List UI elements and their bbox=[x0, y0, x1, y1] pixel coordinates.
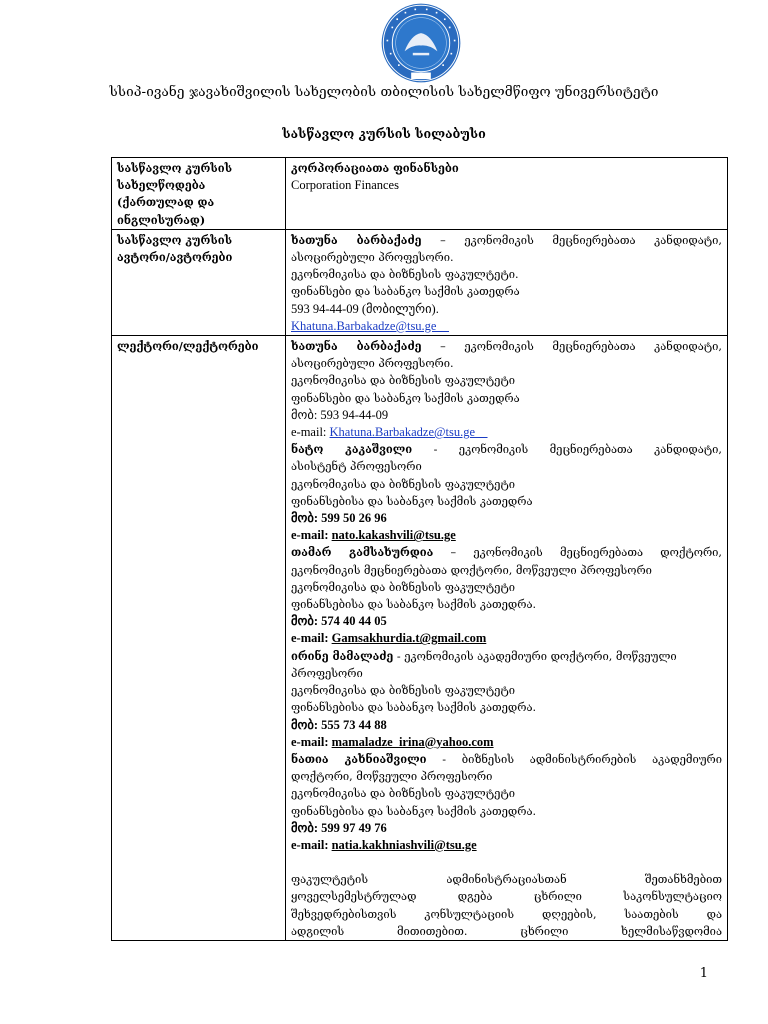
lecturer-entry: თამარ გამსახურდია – ეკონომიკის მეცნიერებათა დოქტორი, ეკონომიკის მეცნიერებათა დოქტორი, მოწვეული პროფესორი ეკონომიკისა და ბიზნესის ფაკულტეტი ფინანსებისა და საბანკო საქმის კათედრა. მობ: 574 40 44 05 e-mail: Gamsakhurdia.t@gmail.com bbox=[291, 545, 722, 646]
lecturer-email-link[interactable]: natia.kakhniashvili@tsu.ge bbox=[331, 837, 477, 852]
university-seal-logo bbox=[380, 2, 462, 84]
authors-row bbox=[112, 229, 728, 335]
course-name-english: Corporation Finances bbox=[291, 178, 399, 193]
lecturer-name: ნათია კახნიაშვილი bbox=[291, 751, 427, 766]
university-name: სსიპ-ივანე ჯავახიშვილის სახელობის თბილისის სახელმწიფო უნივერსიტეტი bbox=[109, 84, 659, 100]
lecturer-email-link[interactable]: Gamsakhurdia.t@gmail.com bbox=[331, 631, 487, 646]
authors-value: ხათუნა ბარბაქაძე – ეკონომიკის მეცნიერებათა კანდიდატი, ასოცირებული პროფესორი. ეკონომიკისა და ბიზნესის ფაკულტეტი. ფინანსები და საბანკო საქმის კათედრა 593 94-44-09 (მობილური). Khatuna.Barbakadze@tsu.ge bbox=[286, 229, 728, 335]
authors-label: სასწავლო კურსის ავტორი/ავტორები bbox=[112, 229, 286, 335]
course-name-georgian: კორპორაციათა ფინანსები bbox=[291, 161, 459, 175]
lecturer-name: ხათუნა ბარბაქაძე bbox=[291, 339, 422, 354]
course-name-row bbox=[112, 158, 728, 230]
author-name: ხათუნა ბარბაქაძე bbox=[291, 232, 422, 247]
course-name-value bbox=[286, 158, 728, 230]
lecturers-row bbox=[112, 336, 728, 941]
lecturer-name: თამარ გამსახურდია bbox=[291, 545, 434, 560]
lecturer-entry: ნატო კაკაშვილი - ეკონომიკის მეცნიერებათა კანდიდატი, ასისტენტ პროფესორი ეკონომიკისა და ბიზნესის ფაკულტეტი ფინანსებისა და საბანკო საქმის კათედრა მობ: 599 50 26 96 e-mail: nato.kakashvili@tsu.ge bbox=[291, 442, 722, 543]
lecturer-email-link[interactable]: nato.kakashvili@tsu.ge bbox=[331, 528, 456, 543]
consultation-note: ფაკულტეტის ადმინისტრაციასთან შეთანხმებით ყოველსემესტრულად დგება ცხრილი საკონსულტაციო შეხვედრებისთვის კონსულტაციის დღეების, საათების და ადგილის მითითებით. ცხრილი ხელმისაწვდომია bbox=[291, 873, 722, 938]
lecturer-entry: ხათუნა ბარბაქაძე – ეკონომიკის მეცნიერებათა კანდიდატი, ასოცირებული პროფესორი. ეკონომიკისა და ბიზნესის ფაკულტეტი ფინანსები და საბანკო საქმის კათედრა მობ: 593 94-44-09 e-mail: Khatuna.Barbakadze@tsu.ge bbox=[291, 339, 722, 440]
syllabus-table bbox=[111, 157, 728, 941]
page-number: 1 bbox=[699, 966, 708, 981]
lecturer-email-link[interactable]: Khatuna.Barbakadze@tsu.ge bbox=[329, 425, 476, 440]
course-name-label: სასწავლო კურსის სახელწოდება (ქართულად და ინგლისურად) bbox=[112, 158, 286, 230]
lecturers-value bbox=[286, 336, 728, 941]
lecturer-entry: ნათია კახნიაშვილი - ბიზნესის ადმინისტრირების აკადემიური დოქტორი, მოწვეული პროფესორი ეკონომიკისა და ბიზნესის ფაკულტეტი ფინანსებისა და საბანკო საქმის კათედრა. მობ: 599 97 49 76 e-mail: natia.kakhniashvili@tsu.ge bbox=[291, 751, 723, 852]
lecturer-email-link[interactable]: mamaladze_irina@yahoo.com bbox=[331, 734, 494, 749]
document-title: სასწავლო კურსის სილაბუსი bbox=[282, 126, 486, 141]
lecturers-label: ლექტორი/ლექტორები bbox=[112, 336, 286, 941]
lecturer-name: ნატო კაკაშვილი bbox=[291, 442, 413, 457]
lecturer-name: ირინე მამალაძე bbox=[291, 648, 394, 663]
author-email-link[interactable]: Khatuna.Barbakadze@tsu.ge bbox=[291, 318, 437, 333]
lecturer-entry: ირინე მამალაძე - ეკონომიკის აკადემიური დოქტორი, მოწვეული პროფესორი ეკონომიკისა და ბიზნესის ფაკულტეტი ფინანსებისა და საბანკო საქმის კათედრა. მობ: 555 73 44 88 e-mail: mamaladze_irina@yahoo.com bbox=[291, 648, 677, 749]
